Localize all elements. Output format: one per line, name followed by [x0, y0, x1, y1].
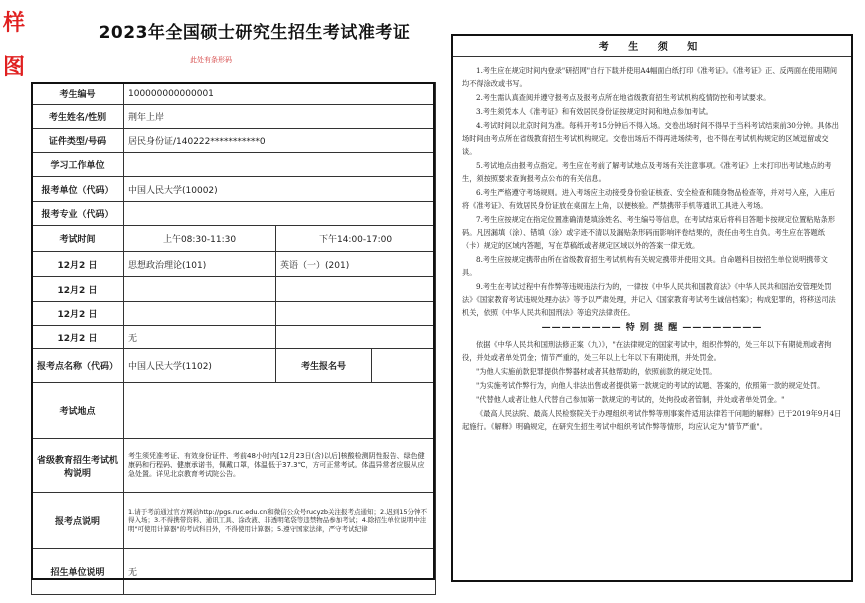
exam-no-value: 100000000000001	[124, 83, 436, 105]
id-value: 居民身份证/140222***********0	[124, 129, 436, 153]
schedule-pm-subject: 英语（一）(201)	[276, 252, 436, 277]
schedule-date: 12月2 日	[32, 302, 124, 326]
exam-time-label: 考试时间	[32, 226, 124, 252]
name-value: 荆年上岸	[124, 105, 436, 129]
work-unit-label: 学习工作单位	[32, 153, 124, 177]
notice-item: 3.考生须凭本人《准考证》和有效居民身份证按规定时间和地点参加考试。	[476, 107, 713, 116]
schedule-date: 12月2 日	[32, 326, 124, 349]
special-reminder-title: ———————— 特 别 提 醒 ————————	[541, 323, 763, 333]
watermark-sample-bottom: 图	[3, 55, 26, 80]
notice-item: 1.考生应在规定时间内登录"研招网"自行下载并使用A4幅面白纸打印《准考证》。《准考证》正、反两面在使用期间均不得涂改或书写。	[462, 66, 838, 88]
special-item: "为他人实施前款犯罪提供作弊器材或者其他帮助的，依照前款的规定处罚。	[476, 367, 717, 376]
notice-item: 6.考生严格遵守考场规则。进入考场应主动接受身份验证核查、安全检查和随身物品检查等，并对号入座，入座后将《准考证》、有效居民身份证放在桌面左上角，以便核验。严禁携带手机等通讯工具进入考场。	[462, 188, 836, 210]
notice-body	[462, 64, 842, 434]
notice-divider	[453, 56, 851, 57]
apply-unit-value: 中国人民大学(10002)	[124, 177, 436, 202]
point-note-label: 报考点说明	[32, 493, 124, 549]
name-label: 考生姓名/性别	[32, 105, 124, 129]
exam-point-label: 报考点名称（代码）	[32, 349, 124, 383]
provincial-note-label: 省级教育招生考试机构说明	[32, 439, 124, 493]
notice-item: 9.考生在考试过程中有作弊等违规违法行为的，一律按《中华人民共和国教育法》《中华人民共和国治安管理处罚法》《国家教育考试违规处理办法》等予以严肃处理，并记入《国家教育考试考生诚信档案》；构成犯罪的，将移送司法机关，依照《中华人民共和国刑法》等追究法律责任。	[462, 282, 836, 317]
exam-point-value: 中国人民大学(1102)	[124, 349, 276, 383]
reg-no-label: 考生报名号	[276, 349, 372, 383]
special-item: 《最高人民法院、最高人民检察院关于办理组织考试作弊等刑事案件适用法律若干问题的解释》已于2019年9月4日起施行。《解释》明确规定，在研究生招生考试中组织考试作弊等情形，均应认定为"情节严重"。	[462, 409, 842, 431]
notice-title: 考 生 须 知	[598, 42, 706, 53]
special-item: "代替他人或者让他人代替自己参加第一款规定的考试的，处拘役或者管制，并处或者单处罚金。"	[476, 395, 785, 404]
page-title: 2023年全国硕士研究生招生考试准考证	[98, 23, 411, 43]
barcode-placeholder: 此处有条形码	[190, 56, 232, 64]
afternoon-session-header: 下午14:00-17:00	[276, 226, 436, 252]
watermark-sample-top: 样	[3, 11, 26, 36]
schedule-date: 12月2 日	[32, 277, 124, 302]
schedule-am-subject: 思想政治理论(101)	[124, 252, 276, 277]
recruit-note-label: 招生单位说明	[32, 549, 124, 595]
schedule-date: 12月2 日	[32, 252, 124, 277]
special-item: 依据《中华人民共和国刑法修正案（九）》，"在法律规定的国家考试中，组织作弊的，处三年以下有期徒刑或者拘役，并处或者单处罚金；情节严重的，处三年以上七年以下有期徒刑，并处罚金。	[462, 340, 832, 362]
recruit-note-text: 无	[124, 549, 436, 595]
exam-place-label: 考试地点	[32, 383, 124, 439]
point-note-text: 1.请于考前通过官方网站http://pgs.ruc.edu.cn和微信公众号rucyzb关注报考点通知；2.迟到15分钟不得入场；3.不得携带资料、通讯工具、涂改液、非透明笔袋等违禁物品参加考试；4.除招生单位说明中注明"可使用计算器"的考试科目外，不得使用计算器；5.遵守国家法律，严守考试纪律	[124, 493, 436, 549]
ticket-outer-frame	[31, 82, 435, 580]
notice-item: 4.考试时间以北京时间为准。每科开考15分钟后不得入场。交卷出场时间不得早于当科考试结束前30分钟。具体出场时间由考点所在省级教育招生考试机构规定。交卷出场后不得再进场续考，也不得在考试机构规定的区域逗留或交谈。	[462, 121, 839, 156]
notice-item: 5.考试地点由报考点指定。考生应在考前了解考试地点及考场有关注意事项。《准考证》上未打印出考试地点的考生，须按照要求查询报考点公布的有关信息。	[462, 161, 832, 183]
notice-item: 2.考生需认真查阅并遵守报考点及报考点所在地省级教育招生考试机构疫情防控和考试要求。	[476, 93, 771, 102]
apply-unit-label: 报考单位（代码）	[32, 177, 124, 202]
notice-item: 8.考生应按规定携带由所在省级教育招生考试机构有关规定携带并使用文具。自命题科目按招生单位说明携带文具。	[462, 255, 828, 277]
id-label: 证件类型/号码	[32, 129, 124, 153]
morning-session-header: 上午08:30-11:30	[124, 226, 276, 252]
notice-panel	[451, 34, 853, 582]
schedule-am-subject: 无	[124, 326, 276, 349]
notice-item: 7.考生应按规定在指定位置准确清楚填涂姓名、考生编号等信息，在考试结束后将科目答题卡按规定位置粘贴条形码。凡因漏填（涂）、错填（涂）或字迹不清以及漏贴条形码而影响评卷结果的，责任由考生自负。考生应在答题纸（卡）规定的区域内答题，写在草稿纸或者规定区域以外的答案一律无效。	[462, 215, 836, 250]
special-item: "为实施考试作弊行为，向他人非法出售或者提供第一款规定的考试的试题、答案的，依照第一款的规定处罚。	[476, 381, 825, 390]
major-label: 报考专业（代码）	[32, 202, 124, 226]
exam-no-label: 考生编号	[32, 83, 124, 105]
provincial-note-text: 考生须凭准考证、有效身份证件、考前48小时内[12月23日(含)以后]核酸检测阴性报告、绿色健康码和行程码、健康承诺书，佩戴口罩，体温低于37.3℃，方可正常考试。体温异常者应服从应急处置。详见北京教育考试院公告。	[124, 439, 436, 493]
